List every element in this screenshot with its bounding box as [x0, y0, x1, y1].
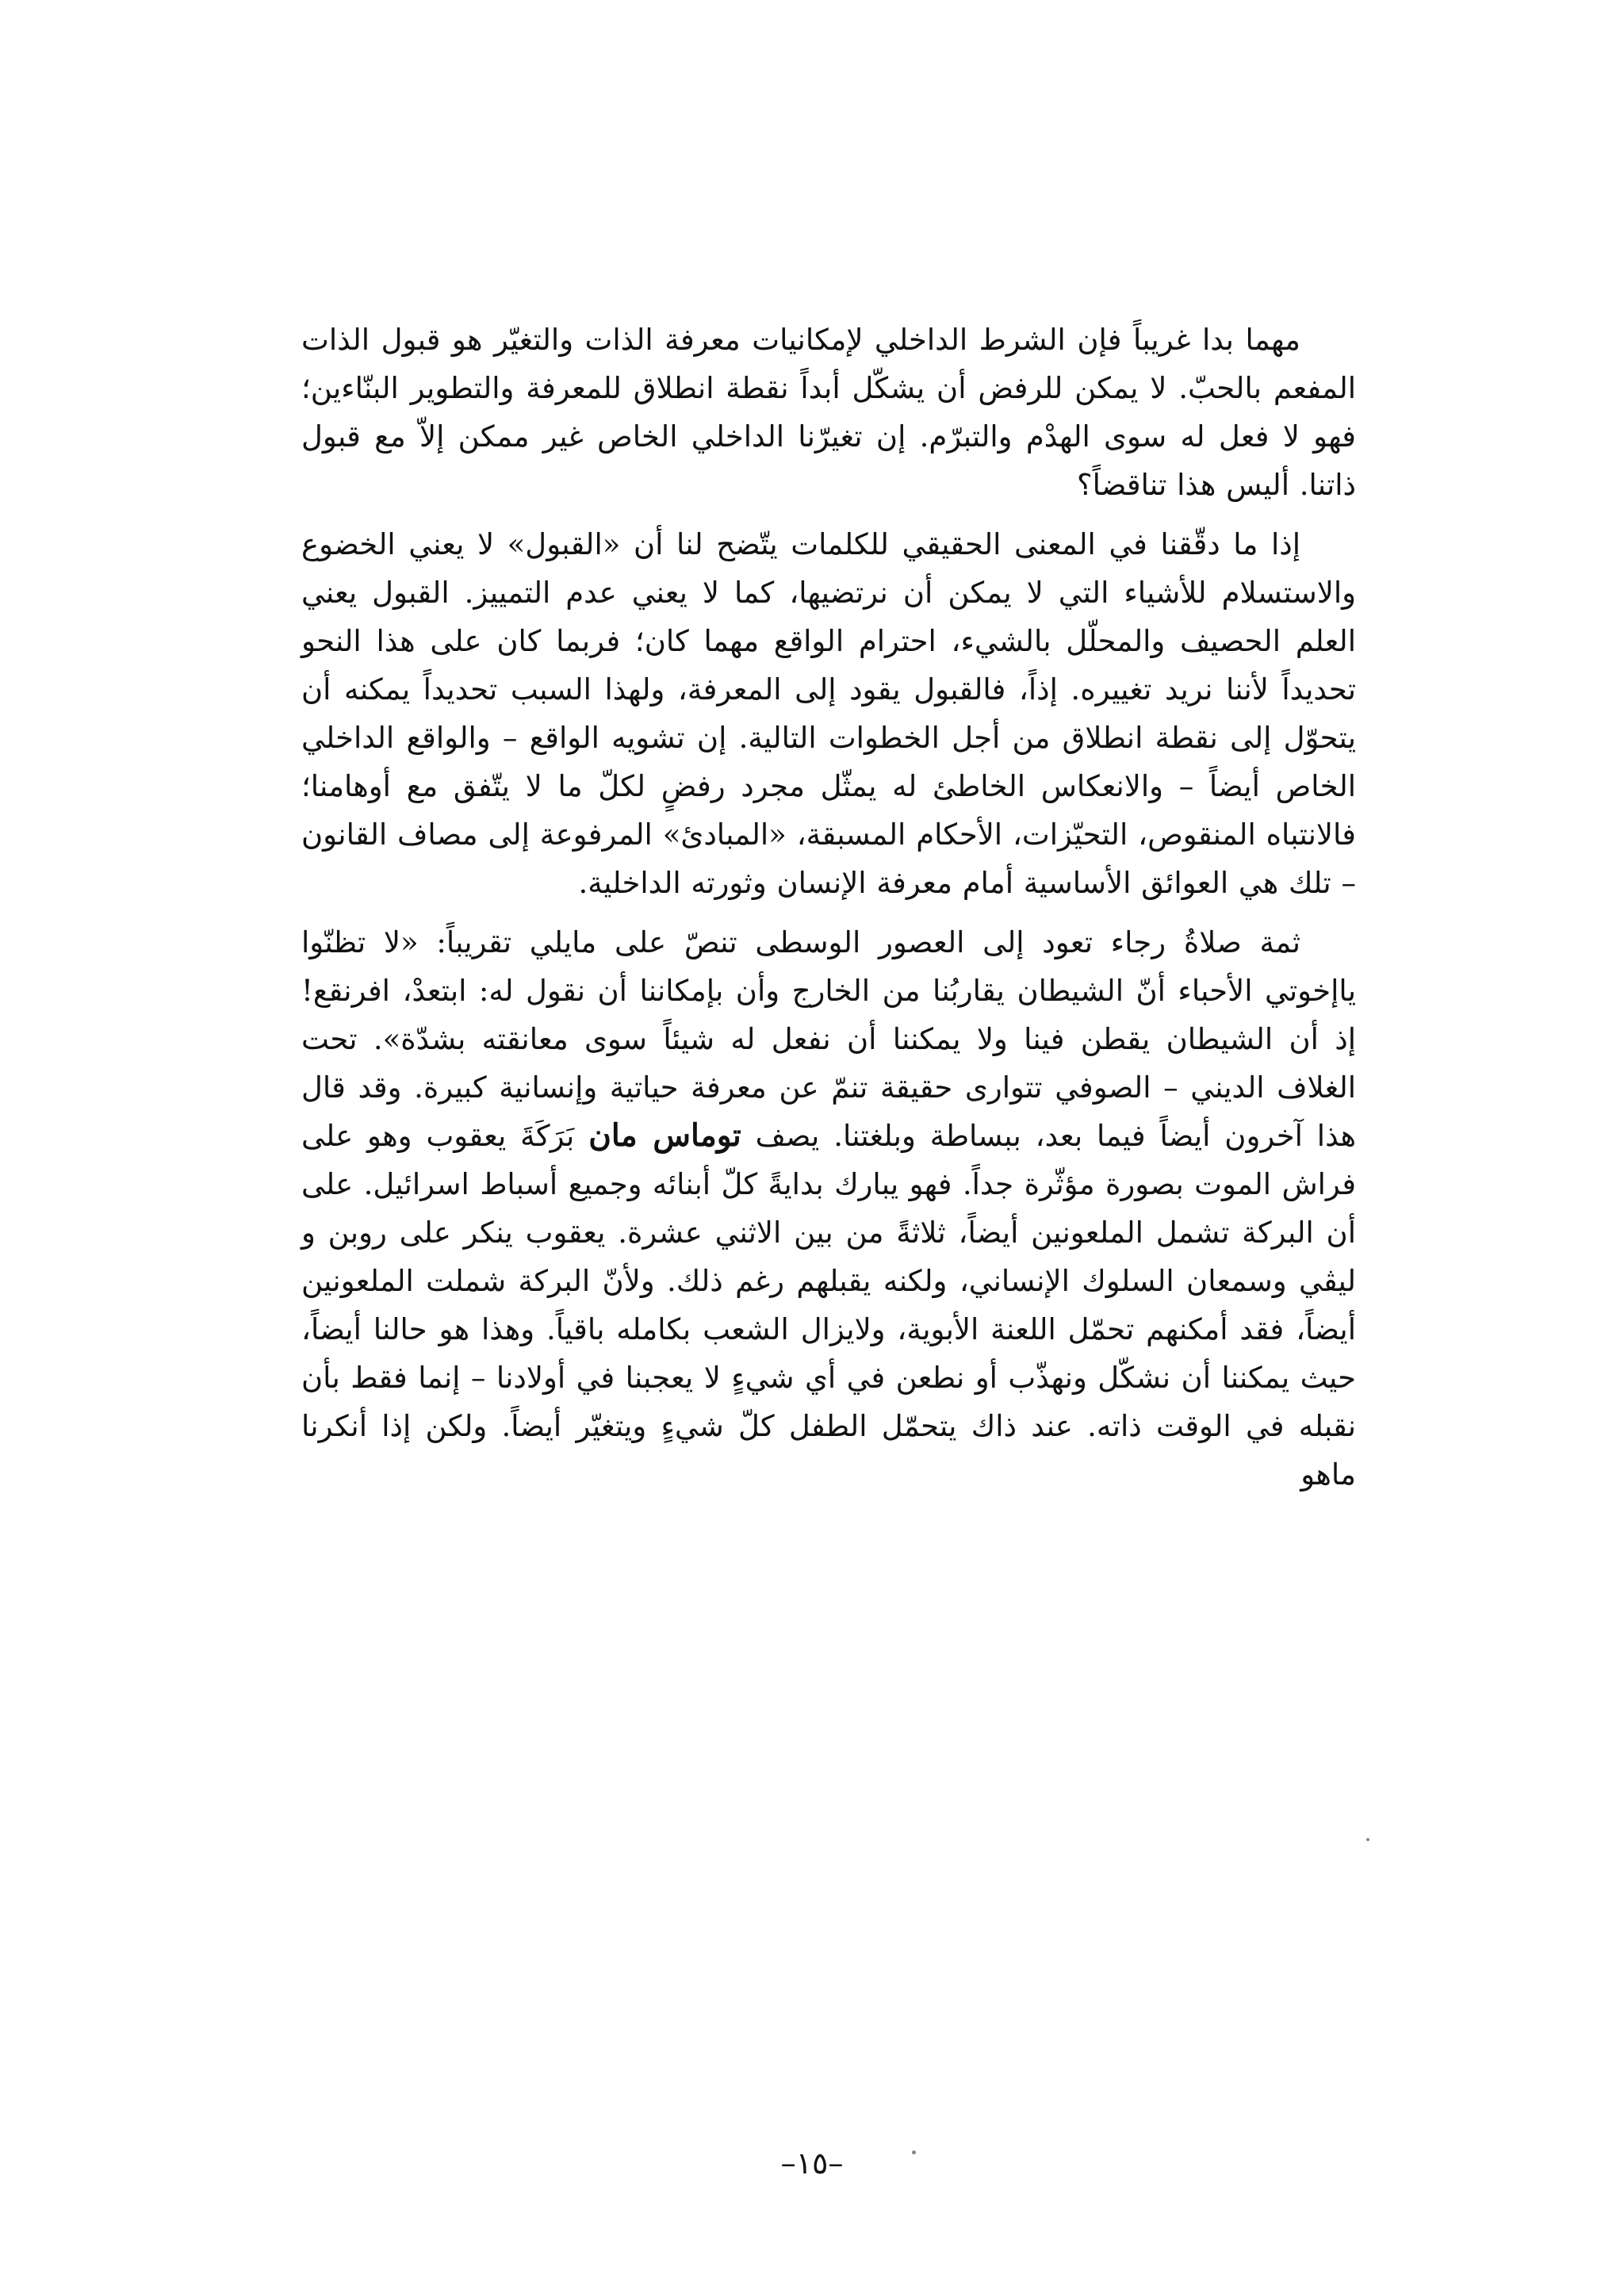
paragraph-1: مهما بدا غريباً فإن الشرط الداخلي لإمكانيات معرفة الذات والتغيّر هو قبول الذات المفعم بالحبّ. لا يمكن للرفض أن يشكّل أبداً نقطة انطلاق للمعرفة والتطوير البنّاءين؛ فهو لا فعل له سوى الهدْم والتبرّم. إن تغيرّنا الداخلي الخاص غير ممكن إلاّ مع قبول ذاتنا. أليس هذا تناقضاً؟ [301, 323, 1356, 502]
paragraph-2: إذا ما دقّقنا في المعنى الحقيقي للكلمات يتّضح لنا أن «القبول» لا يعني الخضوع والاستسلام للأشياء التي لا يمكن أن نرتضيها، كما لا يعني عدم التمييز. القبول يعني العلم الحصيف والمحلّل بالشيء، احترام الواقع مهما كان؛ فربما كان على هذا النحو تحديداً لأننا نريد تغييره. إذاً، فالقبول يقود إلى المعرفة، ولهذا السبب تحديداً يمكنه أن يتحوّل إلى نقطة انطلاق من أجل الخطوات التالية. إن تشويه الواقع – والواقع الداخلي الخاص أيضاً – والانعكاس الخاطئ له يمثّل مجرد رفضٍ لكلّ ما لا يتّفق مع أوهامنا؛ فالانتباه المنقوص، التحيّزات، الأحكام المسبقة، «المبادئ» المرفوعة إلى مصاف القانون – تلك هي العوائق الأساسية أمام معرفة الإنسان وثورته الداخلية. [301, 527, 1356, 900]
scan-speck [912, 2150, 916, 2154]
page-number: –١٥– [780, 2146, 844, 2181]
body-text [301, 316, 1356, 1510]
scan-speck [1366, 1838, 1369, 1841]
paragraph-3-text-after: بَرَكَةَ يعقوب وهو على فراش الموت بصورة مؤثّرة جداً. فهو يبارك بدايةً كلّ أبنائه وجميع أسباط اسرائيل. على أن البركة تشمل الملعونين أيضاً، ثلاثةً من بين الاثني عشرة. يعقوب ينكر على روبن و ليڤي وسمعان السلوك الإنساني، ولكنه يقبلهم رغم ذلك. ولأنّ البركة شملت الملعونين أيضاً، فقد أمكنهم تحمّل اللعنة الأبوية، ولايزال الشعب بكامله باقياً. وهذا هو حالنا أيضاً، حيث يمكننا أن نشكّل ونهذّب أو نطعن في أي شيءٍ لا يعجبنا في أولادنا – إنما فقط بأن نقبله في الوقت ذاته. عند ذاك يتحمّل الطفل كلّ شيءٍ ويتغيّر أيضاً. ولكن إذا أنكرنا ماهو [301, 1119, 1356, 1492]
paragraph-3-text-before: ثمة صلاةُ رجاء تعود إلى العصور الوسطى تنصّ على مايلي تقريباً: «لا تظنّوا ياإخوتي الأحباء أنّ الشيطان يقاربُنا من الخارج وأن بإمكاننا أن نقول له: ابتعدْ، افرنقع! إذ أن الشيطان يقطن فينا ولا يمكننا أن نفعل له شيئاً سوى معانقته بشدّة». تحت الغلاف الديني – الصوفي تتوارى حقيقة تنمّ عن معرفة حياتية وإنسانية كبيرة. وقد قال هذا آخرون أيضاً فيما بعد، ببساطة وبلغتنا. يصف [301, 925, 1357, 1153]
author-name-bold: توماس مان [588, 1117, 741, 1154]
paragraph-3 [301, 918, 1356, 1499]
